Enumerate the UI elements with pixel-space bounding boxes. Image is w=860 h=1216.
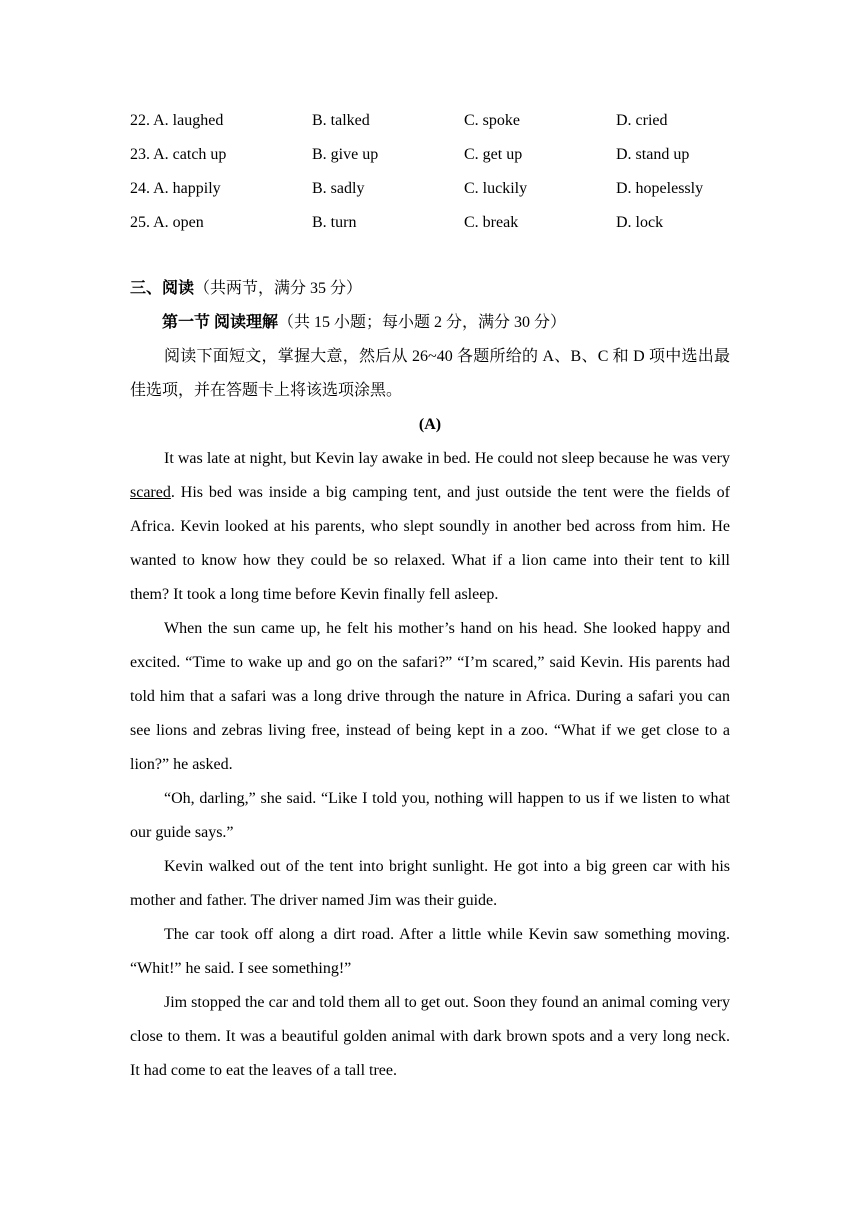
subsection-title — [130, 306, 730, 340]
option-b: B. talked — [312, 112, 370, 129]
option-a: 22. A. laughed — [130, 112, 224, 129]
option-b: B. give up — [312, 146, 379, 163]
option-d: D. hopelessly — [616, 180, 704, 197]
question-25-options — [130, 206, 730, 240]
passage-paragraph-1 — [130, 442, 730, 612]
option-d: D. stand up — [616, 146, 690, 163]
option-a: 25. A. open — [130, 214, 204, 231]
passage-label: (A) — [418, 416, 442, 433]
question-22-options — [130, 104, 730, 138]
paragraph-text: It was late at night, but Kevin lay awake in bed. He could not sleep because he was very — [164, 450, 730, 467]
passage-paragraph-5: The car took off along a dirt road. After a little while Kevin saw something moving. “Whit!” he said. I see something!” — [130, 926, 730, 977]
section-title — [130, 272, 730, 306]
subsection-title-detail: （共 15 小题；每小题 2 分，满分 30 分） — [278, 314, 567, 331]
paragraph-text: . His bed was inside a big camping tent, and just outside the tent were the fields of Africa. Kevin looked at his parents, who slept soundly in another bed across from him. He wanted to know how they could be so relaxed. What if a lion came into their tent to kill them? It took a long time before Kevin finally fell asleep. — [130, 484, 730, 603]
underlined-word: scared — [130, 484, 171, 501]
instructions: 阅读下面短文，掌握大意，然后从 26~40 各题所给的 A、B、C 和 D 项中选出最佳选项，并在答题卡上将该选项涂黑。 — [130, 348, 730, 399]
passage-paragraph-4: Kevin walked out of the tent into bright sunlight. He got into a big green car with his mother and father. The driver named Jim was their guide. — [130, 858, 730, 909]
question-24-options — [130, 172, 730, 206]
option-a: 24. A. happily — [130, 180, 221, 197]
option-c: C. get up — [464, 146, 523, 163]
option-b: B. sadly — [312, 180, 365, 197]
option-d: D. cried — [616, 112, 668, 129]
section-title-detail: （共两节，满分 35 分） — [194, 280, 363, 297]
question-23-options — [130, 138, 730, 172]
section-title-bold: 三、阅读 — [130, 280, 195, 297]
passage-paragraph-6: Jim stopped the car and told them all to get out. Soon they found an animal coming very close to them. It was a beautiful golden animal with dark brown spots and a very long neck. It had come to eat the leaves of a tall tree. — [130, 994, 730, 1079]
option-c: C. break — [464, 214, 519, 231]
passage-paragraph-3: “Oh, darling,” she said. “Like I told you, nothing will happen to us if we listen to what our guide says.” — [130, 790, 730, 841]
subsection-title-bold: 第一节 阅读理解 — [162, 314, 279, 331]
passage-paragraph-2: When the sun came up, he felt his mother’s hand on his head. She looked happy and excited. “Time to wake up and go on the safari?” “I’m scared,” said Kevin. His parents had told him that a safari was a long drive through the nature in Africa. During a safari you can see lions and zebras living free, instead of being kept in a zoo. “What if we get close to a lion?” he asked. — [130, 620, 730, 773]
option-b: B. turn — [312, 214, 357, 231]
option-a: 23. A. catch up — [130, 146, 227, 163]
option-c: C. spoke — [464, 112, 520, 129]
option-c: C. luckily — [464, 180, 528, 197]
option-d: D. lock — [616, 214, 664, 231]
document-page — [130, 104, 730, 1088]
